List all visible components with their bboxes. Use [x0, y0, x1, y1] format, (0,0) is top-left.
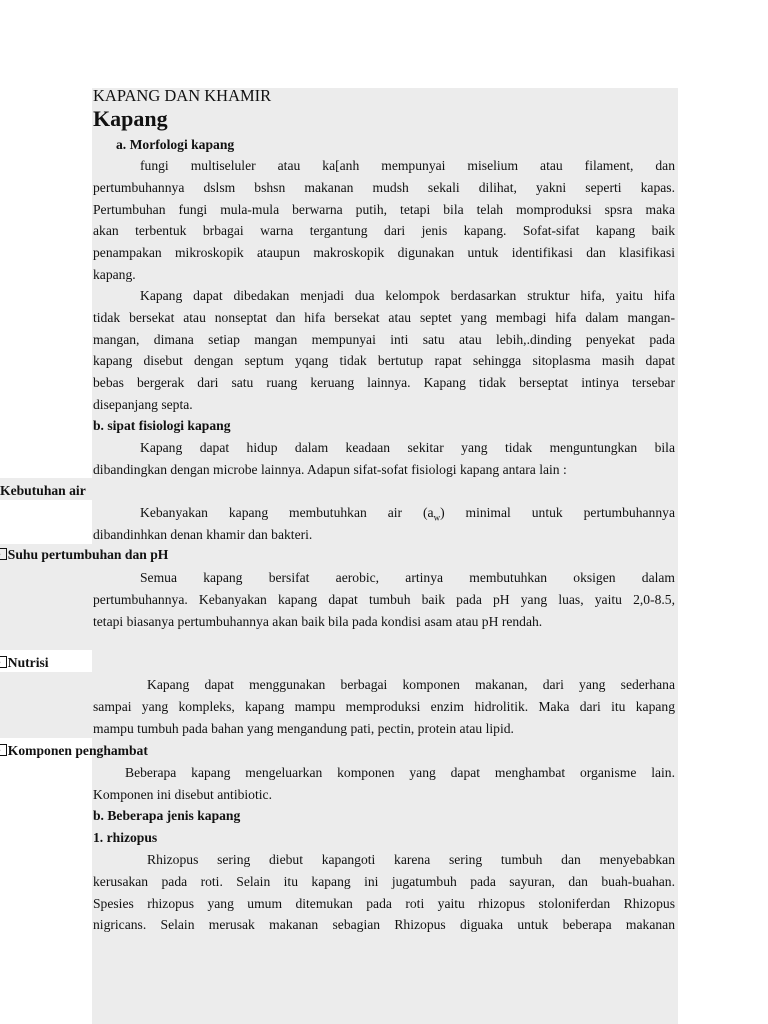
bullet-label: Komponen penghambat	[7, 743, 148, 758]
subheading-rhizopus: 1. rhizopus	[93, 830, 158, 845]
text-line: Semua kapang bersifat aerobic, artinya membutuhkan oksigen dalam	[140, 570, 675, 585]
text-line: pertumbuhannya dslsm bshsn makanan mudsh sekali dilihat, yakni seperti kapas.	[93, 179, 675, 195]
text-line: Komponen ini disebut antibiotic.	[93, 786, 272, 802]
checkbox-glyph-icon	[0, 548, 7, 560]
text-line: mangan, dimana setiap mangan mempunyai inti satu atau lebih,.dinding penyekat pada	[93, 331, 675, 347]
bullet-label: Suhu pertumbuhan dan pH	[7, 547, 169, 562]
paragraph-komponen	[93, 762, 675, 806]
text-line: dibandinhkan denan khamir dan bakteri.	[93, 526, 313, 542]
checkbox-glyph-icon	[0, 656, 7, 668]
section-heading: Kapang	[93, 106, 168, 131]
text-line: Kapang dapat dibedakan menjadi dua kelompok berdasarkan struktur hifa, yaitu hifa	[140, 288, 675, 303]
text-line: Pertumbuhan fungi mula-mula berwarna putih, tetapi bila telah momproduksi spsra maka	[93, 201, 675, 217]
text-line: tidak bersekat atau nonseptat dan hifa bersekat atau septet yang membagi hifa dalam mangan-	[93, 309, 675, 325]
text-line: kapang.	[93, 266, 136, 282]
text-line: fungi multiseluler atau ka[anh mempunyai miselium atau filament, dan	[140, 158, 675, 173]
text-line: kerusakan pada roti. Selain itu kapang ini jugatumbuh pada sayuran, dan buah-buahan.	[93, 873, 675, 889]
checkbox-glyph-icon	[0, 744, 7, 756]
text-line: Kapang dapat hidup dalam keadaan sekitar yang tidak menguntungkan bila	[140, 440, 675, 455]
bullet-label: Nutrisi	[7, 655, 49, 670]
paragraph-air	[93, 502, 675, 546]
text-line: kapang disebut dengan septum yqang tidak bertutup rapat sehingga sitoplasma masih dapat	[93, 353, 675, 369]
subheading-morfologi: a. Morfologi kapang	[116, 137, 235, 152]
text-line: akan terbentuk brbagai warna tergantung dari jenis kapang. Sofat-sifat kapang baik	[93, 223, 675, 239]
text-line: pertumbuhannya. Kebanyakan kapang dapat tumbuh baik pada pH yang luas, yaitu 2,0-8.5,	[93, 591, 675, 607]
paragraph-struktur-hifa	[93, 285, 675, 416]
text-line: Spesies rhizopus yang umum ditemukan pada roti yaitu rhizopus stoloniferdan Rhizopus	[93, 895, 675, 911]
bullet-heading-suhu	[0, 544, 168, 566]
subheading-fisiologi: b. sipat fisiologi kapang	[93, 418, 231, 433]
text-line: penampakan mikroskopik ataupun makroskopik digunakan untuk identifikasi dan klasifikasi	[93, 245, 675, 261]
text-line: mampu tumbuh pada bahan yang mengandung pati, pectin, protein atau lipid.	[93, 720, 514, 736]
text-line: bebas bergerak dari satu ruang keruang lainnya. Kapang tidak berseptat intinya tersebar	[93, 375, 675, 391]
bullet-heading-kebutuhan-air	[0, 480, 86, 502]
text-line: nigricans. Selain merusak makanan sebagian Rhizopus diguaka untuk beberapa makanan	[93, 917, 675, 933]
document-title: KAPANG DAN KHAMIR	[93, 86, 272, 105]
margin-shading	[0, 672, 92, 738]
text-line: Kebanyakan kapang membutuhkan air $(a_w)$ minimal untuk pertumbuhannya	[140, 505, 675, 523]
bullet-heading-nutrisi	[0, 652, 49, 674]
subheading-jenis-kapang: b. Beberapa jenis kapang	[93, 808, 241, 823]
paragraph-suhu	[93, 567, 675, 632]
paragraph-rhizopus	[93, 849, 675, 936]
paragraph-nutrisi	[93, 674, 675, 739]
text-line: Beberapa kapang mengeluarkan komponen yang dapat menghambat organisme lain.	[125, 765, 675, 780]
text-line: tetapi biasanya pertumbuhannya akan baik bila pada kondisi asam atau pH rendah.	[93, 613, 543, 629]
text-line: Rhizopus sering diebut kapangoti karena sering tumbuh dan menyebabkan	[147, 852, 675, 867]
bullet-heading-komponen	[0, 740, 148, 762]
text-line: disepanjang septa.	[93, 396, 193, 412]
text-line: dibandingkan dengan microbe lainnya. Adapun sifat-sofat fisiologi kapang antara lain :	[93, 461, 567, 477]
paragraph-fisiologi	[93, 437, 675, 481]
bullet-label: Kebutuhan air	[0, 483, 86, 498]
paragraph-morfologi	[93, 155, 675, 286]
text-line: sampai yang kompleks, kapang mampu memproduksi enzim hidrolitik. Maka dari itu kapang	[93, 698, 675, 714]
text-line: Kapang dapat menggunakan berbagai komponen makanan, dari yang sederhana	[147, 677, 675, 692]
